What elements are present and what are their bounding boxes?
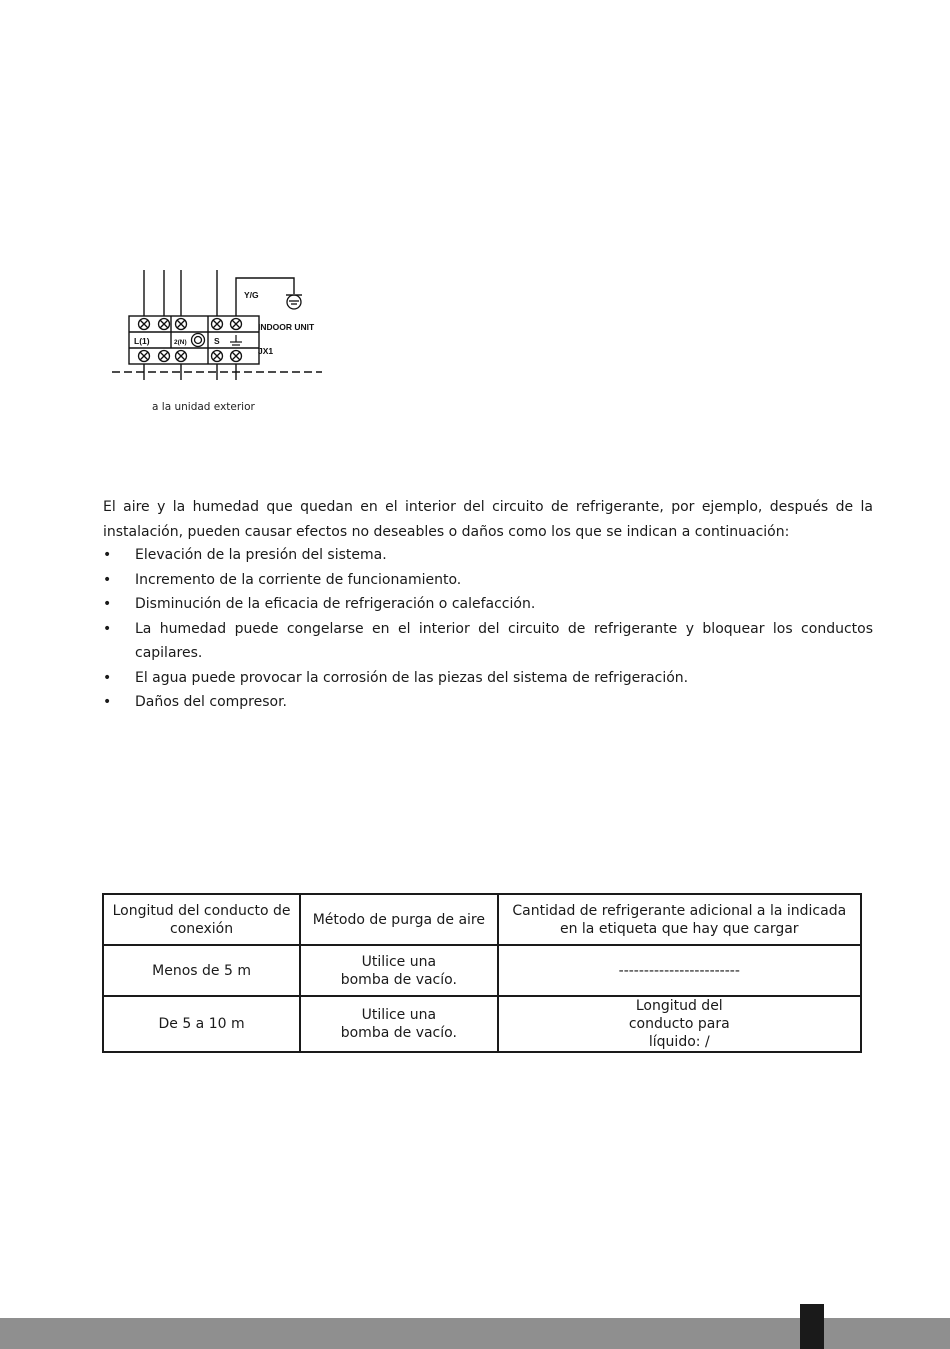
table-header-row [103, 894, 861, 945]
list-item-text: El agua puede provocar la corrosión de las piezas del sistema de refrigeración. [135, 669, 689, 686]
bullet-icon: • [103, 571, 112, 588]
label-l1: L(1) [134, 336, 150, 346]
list-item-text: Daños del compresor. [135, 694, 288, 710]
table-cell: Longitud del conducto para líquido: / [498, 996, 861, 1052]
purge-table [102, 893, 862, 1053]
header-cell-length: Longitud del conducto de conexión [103, 894, 300, 945]
bullet-icon: • [103, 547, 112, 563]
header-cell-refrigerant: Cantidad de refrigerante adicional a la indicada en la etiqueta que hay que cargar [498, 894, 861, 945]
list-item [103, 592, 873, 617]
label-yg: Y/G [244, 290, 259, 300]
bullet-icon: • [103, 694, 112, 710]
intro-paragraph: El aire y la humedad que quedan en el interior del circuito de refrigerante, por ejemplo, después de la instalación, pueden causar efectos no deseables o daños como los que se indican a continuación: [103, 499, 873, 540]
table-row [103, 996, 861, 1052]
table-cell: Utilice una bomba de vacío. [300, 996, 497, 1052]
table-cell: De 5 a 10 m [103, 996, 300, 1052]
terminal-block-drawing [108, 262, 330, 380]
table-row [103, 945, 861, 996]
bullet-icon: • [103, 620, 112, 637]
list-item-text: Elevación de la presión del sistema. [135, 547, 387, 563]
page-tab-marker [800, 1304, 824, 1349]
effects-list [103, 543, 873, 715]
label-2n: 2(N) [174, 339, 187, 346]
header-cell-method: Método de purga de aire [300, 894, 497, 945]
table-cell: ------------------------ [498, 945, 861, 996]
bullet-icon: • [103, 596, 112, 612]
label-indoor-unit: INDOOR UNIT [258, 322, 315, 332]
table-cell: Utilice una bomba de vacío. [300, 945, 497, 996]
label-jx1: JX1 [258, 346, 274, 356]
diagram-caption: a la unidad exterior [152, 401, 255, 413]
list-item [103, 617, 873, 666]
list-item-text: Disminución de la eficacia de refrigeración o calefacción. [135, 596, 536, 612]
list-item-text: Incremento de la corriente de funcionamiento. [135, 571, 462, 588]
list-item [103, 690, 873, 715]
list-item [103, 543, 873, 568]
list-item [103, 568, 873, 593]
bullet-icon: • [103, 669, 112, 686]
label-s: S [214, 336, 220, 346]
wiring-diagram [108, 262, 330, 380]
list-item [103, 666, 873, 691]
list-item-text: La humedad puede congelarse en el interior del circuito de refrigerante y bloquear los conductos capilares. [135, 620, 873, 661]
table-cell: Menos de 5 m [103, 945, 300, 996]
